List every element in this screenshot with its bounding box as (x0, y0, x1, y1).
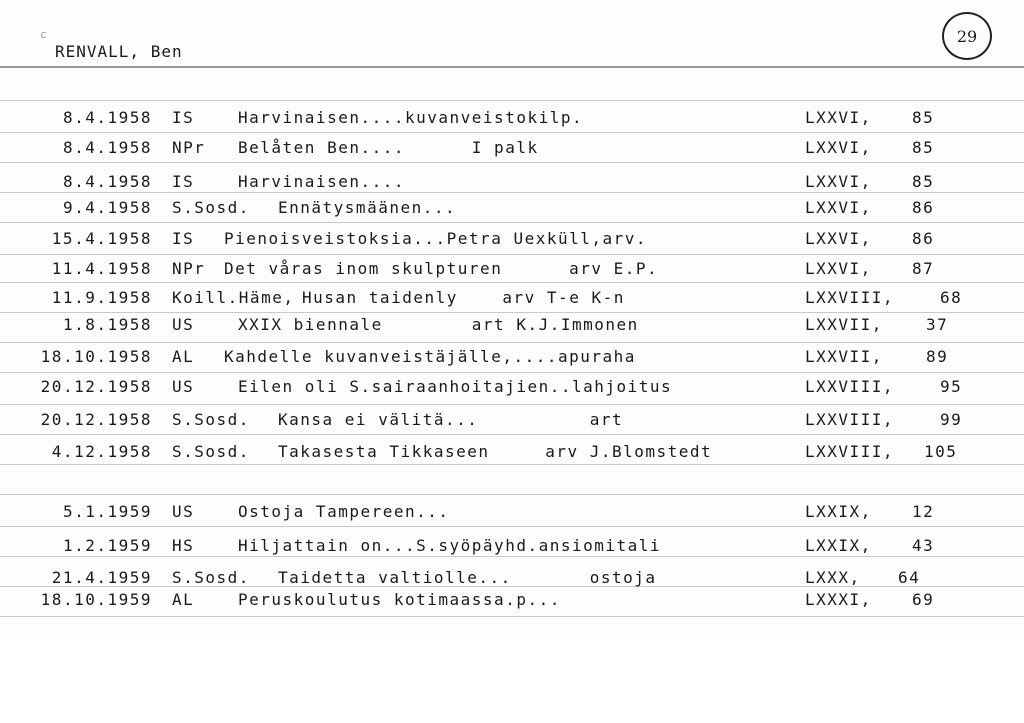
entry-page: 95 (940, 377, 963, 396)
entry-source: US (172, 315, 195, 334)
card-number-circle (942, 12, 992, 60)
entry-page: 12 (912, 502, 935, 521)
line-divider (0, 404, 1024, 405)
entry-page: 105 (924, 442, 958, 461)
entry-volume: LXXVI, (805, 172, 872, 191)
entry-volume: LXXVIII, (805, 377, 895, 396)
entry-date: 1.2.1959 (62, 536, 152, 555)
entry-page: 69 (912, 590, 935, 609)
entry-row (0, 502, 1024, 528)
entry-text: Eilen oli S.sairaanhoitajien..lahjoitus (238, 377, 673, 396)
entry-text: Kansa ei välitä... art (278, 410, 624, 429)
entry-text: Husan taidenly arv T-e K-n (302, 288, 625, 307)
entry-source: AL (172, 347, 195, 366)
entry-row (0, 536, 1024, 562)
entry-source: US (172, 377, 195, 396)
card-title: RENVALL, Ben (55, 42, 183, 61)
entry-source: Koill.Häme, (172, 288, 295, 307)
entry-row (0, 410, 1024, 436)
line-divider (0, 342, 1024, 343)
entry-text: Ennätysmäänen... (278, 198, 457, 217)
entry-date: 8.4.1958 (62, 172, 152, 191)
entry-volume: LXXVIII, (805, 442, 895, 461)
entry-source: IS (172, 108, 195, 127)
entry-source: S.Sosd. (172, 568, 250, 587)
entry-text: Pienoisveistoksia...Petra Uexküll,arv. (224, 229, 648, 248)
entry-row (0, 442, 1024, 468)
entry-text: Takasesta Tikkaseen arv J.Blomstedt (278, 442, 713, 461)
entry-text: XXIX biennale art K.J.Immonen (238, 315, 639, 334)
entry-row (0, 347, 1024, 373)
entry-volume: LXXVI, (805, 198, 872, 217)
entry-row (0, 590, 1024, 616)
entry-source: IS (172, 172, 195, 191)
entry-volume: LXXX, (805, 568, 861, 587)
entry-row (0, 138, 1024, 164)
entry-text: Peruskoulutus kotimaassa.p... (238, 590, 561, 609)
entry-volume: LXXIX, (805, 536, 872, 555)
entry-row (0, 315, 1024, 341)
entry-page: 86 (912, 229, 935, 248)
entry-page: 64 (898, 568, 921, 587)
entry-page: 68 (940, 288, 963, 307)
entry-date: 18.10.1959 (40, 590, 152, 609)
entry-text: Kahdelle kuvanveistäjälle,....apuraha (224, 347, 636, 366)
entry-page: 86 (912, 198, 935, 217)
entry-date: 1.8.1958 (62, 315, 152, 334)
entry-date: 20.12.1958 (40, 410, 152, 429)
entry-volume: LXXVII, (805, 315, 883, 334)
entry-row (0, 108, 1024, 134)
entry-text: Det våras inom skulpturen arv E.P. (224, 259, 659, 278)
entry-volume: LXXVII, (805, 347, 883, 366)
entry-page: 43 (912, 536, 935, 555)
entry-date: 11.9.1958 (51, 288, 152, 307)
entry-source: S.Sosd. (172, 198, 250, 217)
entry-date: 4.12.1958 (51, 442, 152, 461)
line-divider (0, 616, 1024, 617)
entry-date: 20.12.1958 (40, 377, 152, 396)
entry-row (0, 259, 1024, 285)
entry-source: HS (172, 536, 195, 555)
entry-source: NPr (172, 259, 206, 278)
entry-volume: LXXVI, (805, 259, 872, 278)
entry-source: IS (172, 229, 195, 248)
entry-page: 87 (912, 259, 935, 278)
entry-date: 8.4.1958 (62, 138, 152, 157)
entry-date: 11.4.1958 (51, 259, 152, 278)
entry-date: 15.4.1958 (51, 229, 152, 248)
entry-row (0, 198, 1024, 224)
entry-source: S.Sosd. (172, 442, 250, 461)
line-divider (0, 100, 1024, 101)
entry-row (0, 288, 1024, 314)
entry-page: 99 (940, 410, 963, 429)
entry-row (0, 229, 1024, 255)
entry-volume: LXXVIII, (805, 410, 895, 429)
entry-source: US (172, 502, 195, 521)
entry-volume: LXXXI, (805, 590, 872, 609)
entry-page: 85 (912, 172, 935, 191)
entry-volume: LXXVI, (805, 108, 872, 127)
entry-page: 37 (926, 315, 949, 334)
entry-text: Ostoja Tampereen... (238, 502, 450, 521)
header-rule (0, 66, 1024, 68)
entry-volume: LXXVI, (805, 138, 872, 157)
entry-row (0, 172, 1024, 198)
entry-volume: LXXVIII, (805, 288, 895, 307)
entry-text: Hiljattain on...S.syöpäyhd.ansiomitali (238, 536, 662, 555)
entry-row (0, 377, 1024, 403)
entry-page: 89 (926, 347, 949, 366)
entry-date: 9.4.1958 (62, 198, 152, 217)
entry-volume: LXXIX, (805, 502, 872, 521)
entry-date: 18.10.1958 (40, 347, 152, 366)
entry-text: Belåten Ben.... I palk (238, 138, 539, 157)
entry-date: 8.4.1958 (62, 108, 152, 127)
entry-source: S.Sosd. (172, 410, 250, 429)
margin-mark: c (40, 28, 47, 41)
entry-text: Harvinaisen....kuvanveistokilp. (238, 108, 584, 127)
entry-volume: LXXVI, (805, 229, 872, 248)
entry-page: 85 (912, 108, 935, 127)
line-divider (0, 494, 1024, 495)
entry-date: 5.1.1959 (62, 502, 152, 521)
entry-text: Taidetta valtiolle... ostoja (278, 568, 657, 587)
card-number: 29 (956, 26, 978, 46)
entry-page: 85 (912, 138, 935, 157)
entry-source: AL (172, 590, 195, 609)
entry-source: NPr (172, 138, 206, 157)
entry-text: Harvinaisen.... (238, 172, 405, 191)
entry-date: 21.4.1959 (51, 568, 152, 587)
